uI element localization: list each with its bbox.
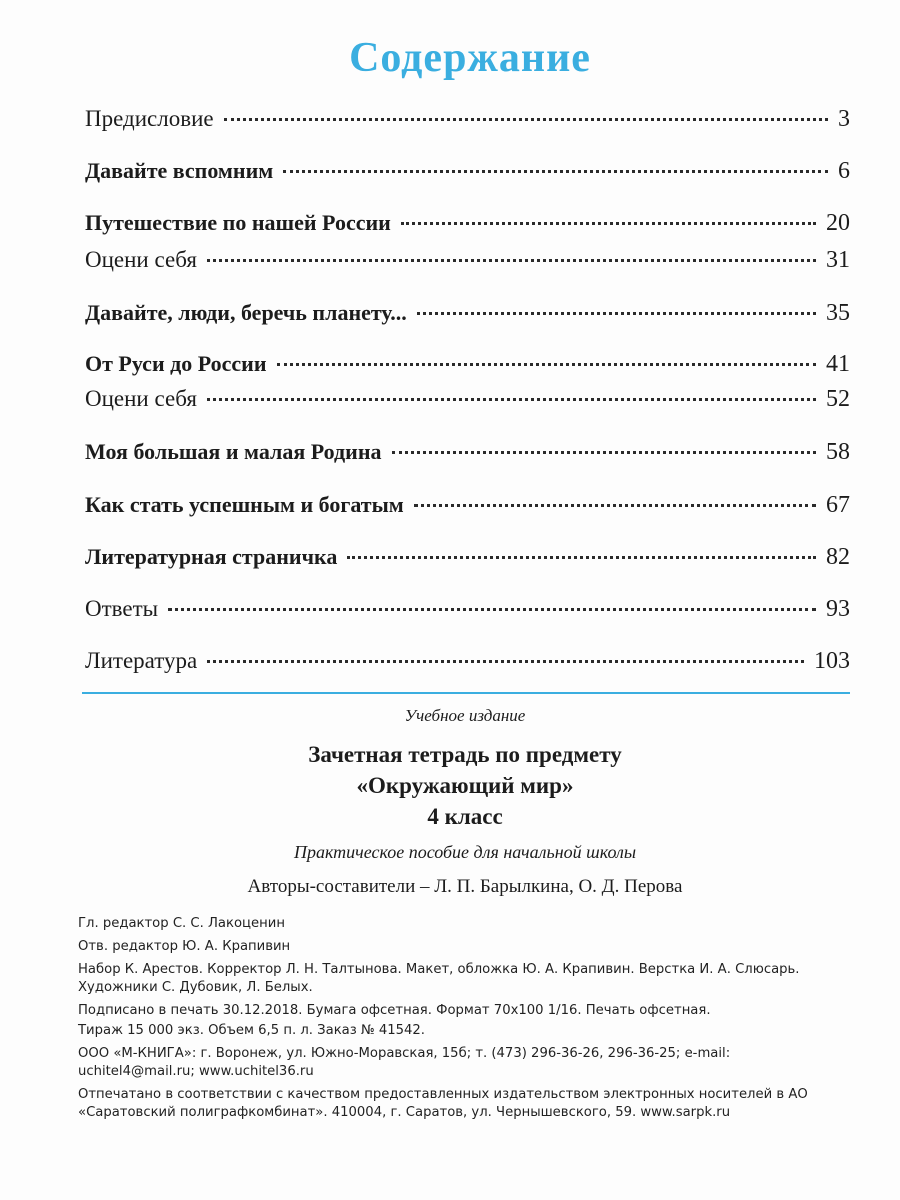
toc-dot-leader [277, 363, 816, 366]
toc-entry-label: Как стать успешным и богатым [85, 492, 404, 517]
toc-entry-page: 3 [838, 106, 850, 132]
toc-entry-page: 103 [814, 648, 850, 674]
toc-entry-label: Литературная страничка [85, 544, 338, 569]
toc-entry-page: 93 [826, 596, 850, 622]
responsible-editor: Отв. редактор Ю. А. Крапивин [78, 939, 291, 954]
toc-entry-self-assessment-1[interactable] [85, 247, 850, 281]
chief-editor: Гл. редактор С. С. Лакоценин [78, 916, 285, 931]
toc-entry-page: 20 [826, 210, 850, 236]
toc-dot-leader [392, 451, 816, 454]
toc-entry-label: Литература [85, 648, 198, 673]
toc-entry-success[interactable] [85, 492, 850, 526]
toc-entry-page: 82 [826, 544, 850, 570]
table-of-contents [85, 0, 850, 700]
toc-entry-page: 41 [826, 351, 850, 377]
toc-entry-page: 6 [838, 158, 850, 184]
toc-dot-leader [401, 222, 816, 225]
staff-credits: Набор К. Арестов. Корректор Л. Н. Талтынова. Макет, обложка Ю. А. Крапивин. Верстка И. А. Слюсарь. Художники С. Дубовик, Л. Белых. [78, 962, 800, 995]
toc-entry-label: Путешествие по нашей России [85, 210, 391, 235]
toc-entry-travel-russia[interactable] [85, 210, 850, 244]
printer-info: Отпечатано в соответствии с качеством предоставленных издательством электронных носителей в АО «Саратовский полиграфкомбинат». 410004, г. Саратов, ул. Чернышевского, 59. www.sarpk.ru [78, 1087, 808, 1120]
toc-entry-homeland[interactable] [85, 439, 850, 473]
page-title: Содержание [349, 35, 591, 81]
toc-dot-leader [168, 608, 816, 611]
toc-dot-leader [414, 504, 816, 507]
toc-entry-literature[interactable] [85, 648, 850, 682]
book-title-line-1: Зачетная тетрадь по предмету [308, 742, 622, 767]
toc-dot-leader [207, 259, 816, 262]
toc-entry-page: 67 [826, 492, 850, 518]
book-subtitle: Практическое пособие для начальной школы [293, 842, 637, 862]
toc-entry-label: Моя большая и малая Родина [85, 439, 382, 464]
publication-credits [78, 915, 840, 1127]
book-authors: Авторы-составители – Л. П. Барылкина, О. Д. Перова [247, 876, 683, 897]
toc-dot-leader [417, 312, 816, 315]
toc-dot-leader [207, 398, 816, 401]
toc-dot-leader [207, 660, 804, 663]
toc-entry-answers[interactable] [85, 596, 850, 630]
section-divider [82, 692, 850, 694]
toc-dot-leader [224, 118, 828, 121]
toc-entry-lets-remember[interactable] [85, 158, 850, 192]
toc-dot-leader [347, 556, 816, 559]
toc-entry-literary-page[interactable] [85, 544, 850, 578]
book-title-line-3: 4 класс [427, 804, 503, 829]
toc-entry-save-planet[interactable] [85, 300, 850, 334]
book-title-line-2: «Окружающий мир» [356, 773, 574, 798]
toc-entry-page: 52 [826, 386, 850, 412]
toc-dot-leader [283, 170, 828, 173]
toc-entry-page: 58 [826, 439, 850, 465]
toc-entry-label: Предисловие [85, 106, 214, 131]
toc-entry-page: 35 [826, 300, 850, 326]
toc-entry-label: Оцени себя [85, 247, 197, 272]
publisher-info: ООО «М-КНИГА»: г. Воронеж, ул. Южно-Моравская, 15б; т. (473) 296-36-26, 296-36-25; e-mail: uchitel4@mail.ru; www.uchitel36.ru [78, 1046, 731, 1079]
print-info-line-2: Тираж 15 000 экз. Объем 6,5 п. л. Заказ № 41542. [78, 1023, 425, 1038]
toc-entry-label: Ответы [85, 596, 159, 621]
toc-entry-self-assessment-2[interactable] [85, 386, 850, 420]
print-info-line-1: Подписано в печать 30.12.2018. Бумага офсетная. Формат 70х100 1/16. Печать офсетная. [78, 1003, 711, 1018]
toc-entry-preface[interactable] [85, 106, 850, 140]
toc-entry-label: Давайте вспомним [85, 158, 274, 183]
edition-type: Учебное издание [404, 706, 526, 725]
toc-entry-label: Оцени себя [85, 386, 197, 411]
toc-entry-label: Давайте, люди, беречь планету... [85, 300, 407, 325]
toc-entry-page: 31 [826, 247, 850, 273]
toc-entry-rus-to-russia[interactable] [85, 351, 850, 385]
toc-entry-label: От Руси до России [85, 351, 267, 376]
